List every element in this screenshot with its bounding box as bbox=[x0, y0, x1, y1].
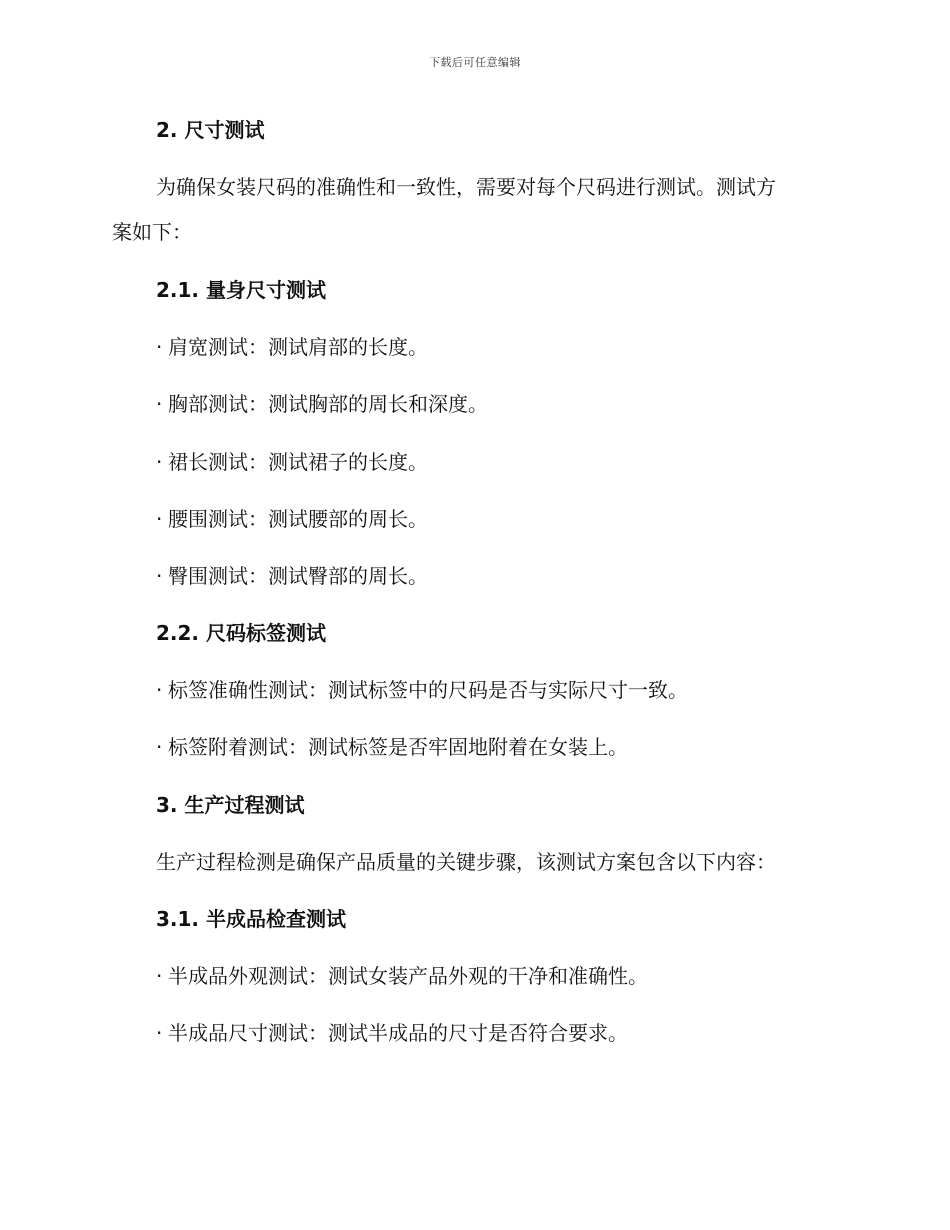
section-heading-3-1: 3.1. 半成品检查测试 bbox=[156, 907, 346, 931]
list-item bbox=[156, 392, 488, 416]
paragraph-2-line-2: 案如下： bbox=[112, 220, 192, 244]
list-item bbox=[156, 678, 688, 702]
list-item-text: 裙长测试：测试裙子的长度。 bbox=[168, 450, 428, 474]
paragraph-3: 生产过程检测是确保产品质量的关键步骤，该测试方案包含以下内容： bbox=[156, 850, 776, 874]
list-item bbox=[156, 507, 428, 531]
bullet-icon: · bbox=[156, 735, 163, 759]
list-item bbox=[156, 735, 628, 759]
list-item-text: 标签准确性测试：测试标签中的尺码是否与实际尺寸一致。 bbox=[168, 678, 688, 702]
list-item-text: 半成品外观测试：测试女装产品外观的干净和准确性。 bbox=[168, 964, 648, 988]
list-item-text: 肩宽测试：测试肩部的长度。 bbox=[168, 335, 428, 359]
bullet-icon: · bbox=[156, 564, 163, 588]
page-header: 下载后可任意编辑 bbox=[429, 56, 521, 69]
bullet-icon: · bbox=[156, 1021, 163, 1045]
bullet-icon: · bbox=[156, 392, 163, 416]
bullet-icon: · bbox=[156, 507, 163, 531]
section-heading-2-2: 2.2. 尺码标签测试 bbox=[156, 621, 326, 645]
list-item bbox=[156, 564, 428, 588]
bullet-icon: · bbox=[156, 964, 163, 988]
list-item bbox=[156, 964, 648, 988]
bullet-icon: · bbox=[156, 335, 163, 359]
list-item-text: 标签附着测试：测试标签是否牢固地附着在女装上。 bbox=[168, 735, 628, 759]
bullet-icon: · bbox=[156, 678, 163, 702]
list-item-text: 半成品尺寸测试：测试半成品的尺寸是否符合要求。 bbox=[168, 1021, 628, 1045]
bullet-icon: · bbox=[156, 450, 163, 474]
list-item-text: 胸部测试：测试胸部的周长和深度。 bbox=[168, 392, 488, 416]
list-item-text: 臀围测试：测试臀部的周长。 bbox=[168, 564, 428, 588]
list-item bbox=[156, 335, 428, 359]
section-heading-3: 3. 生产过程测试 bbox=[156, 793, 305, 817]
list-item bbox=[156, 450, 428, 474]
paragraph-2-line-1: 为确保女装尺码的准确性和一致性，需要对每个尺码进行测试。测试方 bbox=[156, 175, 776, 199]
section-heading-2: 2. 尺寸测试 bbox=[156, 118, 265, 142]
list-item bbox=[156, 1021, 628, 1045]
list-item-text: 腰围测试：测试腰部的周长。 bbox=[168, 507, 428, 531]
section-heading-2-1: 2.1. 量身尺寸测试 bbox=[156, 278, 326, 302]
